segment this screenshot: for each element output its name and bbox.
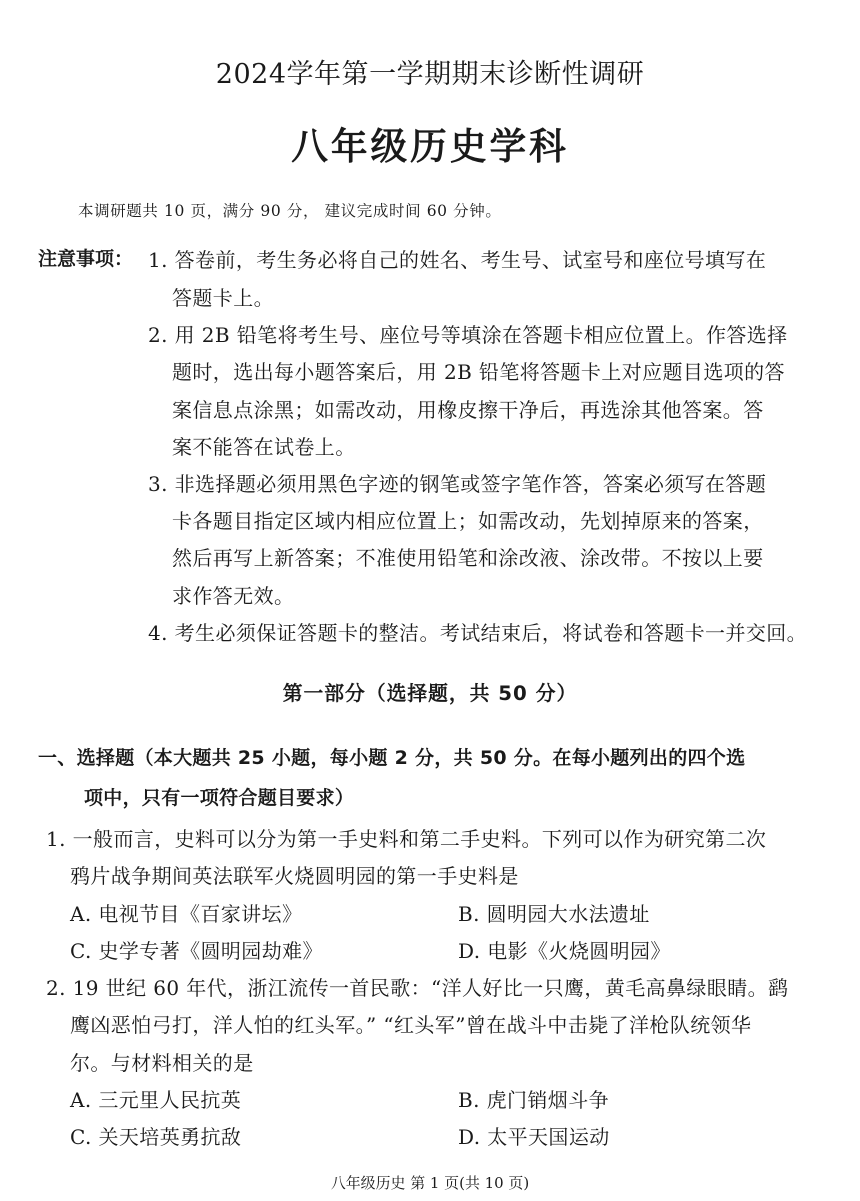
notice-item-3-line-2: 卡各题目指定区域内相应位置上；如需改动，先划掉原来的答案，: [172, 509, 764, 533]
notice-item-1-line-1: 1. 答卷前，考生务必将自己的姓名、考生号、试室号和座位号填写在: [148, 248, 767, 272]
question-2-line-1: 2. 19 世纪 60 年代，浙江流传一首民歌：“洋人好比一只鹰，黄毛高鼻绿眼睛。鹞: [46, 976, 789, 1000]
question-2-option-d: D. 太平天国运动: [458, 1125, 610, 1149]
question-1-option-c: C. 史学专著《圆明园劫难》: [70, 939, 323, 963]
subject-title: 八年级历史学科: [291, 125, 569, 168]
question-2-option-a: A. 三元里人民抗英: [70, 1088, 242, 1112]
question-1-line-2: 鸦片战争期间英法联军火烧圆明园的第一手史料是: [70, 864, 519, 888]
section-heading-line-2: 项中，只有一项符合题目要求）: [84, 787, 355, 809]
question-1-line-1: 1. 一般而言，史料可以分为第一手史料和第二手史料。下列可以作为研究第二次: [46, 827, 767, 851]
notice-item-2-line-4: 案不能答在试卷上。: [172, 435, 356, 459]
notice-label: 注意事项：: [38, 248, 134, 270]
question-1-option-b: B. 圆明园大水法遗址: [458, 902, 650, 926]
notice-item-1-line-2: 答题卡上。: [172, 286, 274, 310]
notice-item-4-line-1: 4. 考生必须保证答题卡的整洁。考试结束后，将试卷和答题卡一并交回。: [148, 621, 808, 645]
exam-title: 2024学年第一学期期末诊断性调研: [215, 59, 645, 90]
section-heading-line-1: 一、选择题（本大题共 25 小题，每小题 2 分，共 50 分。在每小题列出的四个选: [38, 747, 746, 769]
exam-intro: 本调研题共 10 页，满分 90 分， 建议完成时间 60 分钟。: [78, 202, 502, 220]
question-1-option-a: A. 电视节目《百家讲坛》: [70, 902, 303, 926]
notice-item-3-line-3: 然后再写上新答案；不准使用铅笔和涂改液、涂改带。不按以上要: [172, 546, 764, 570]
notice-item-2-line-1: 2. 用 2B 铅笔将考生号、座位号等填涂在答题卡相应位置上。作答选择: [148, 323, 788, 347]
question-2-option-c: C. 关天培英勇抗敌: [70, 1125, 242, 1149]
page-footer: 八年级历史 第 1 页(共 10 页): [330, 1174, 530, 1192]
notice-item-3-line-4: 求作答无效。: [172, 584, 295, 608]
question-1-option-d: D. 电影《火烧圆明园》: [458, 939, 671, 963]
question-2-line-3: 尔。与材料相关的是: [70, 1051, 254, 1075]
question-2-option-b: B. 虎门销烟斗争: [458, 1088, 610, 1112]
question-2-line-2: 鹰凶恶怕弓打，洋人怕的红头军。” “红头军”曾在战斗中击毙了洋枪队统领华: [70, 1013, 752, 1037]
notice-item-3-line-1: 3. 非选择题必须用黑色字迹的钢笔或签字笔作答，答案必须写在答题: [148, 472, 767, 496]
notice-item-2-line-2: 题时，选出每小题答案后，用 2B 铅笔将答题卡上对应题目选项的答: [172, 360, 785, 384]
part1-title: 第一部分（选择题，共 50 分）: [282, 682, 578, 705]
notice-item-2-line-3: 案信息点涂黑；如需改动，用橡皮擦干净后，再选涂其他答案。答: [172, 398, 764, 422]
